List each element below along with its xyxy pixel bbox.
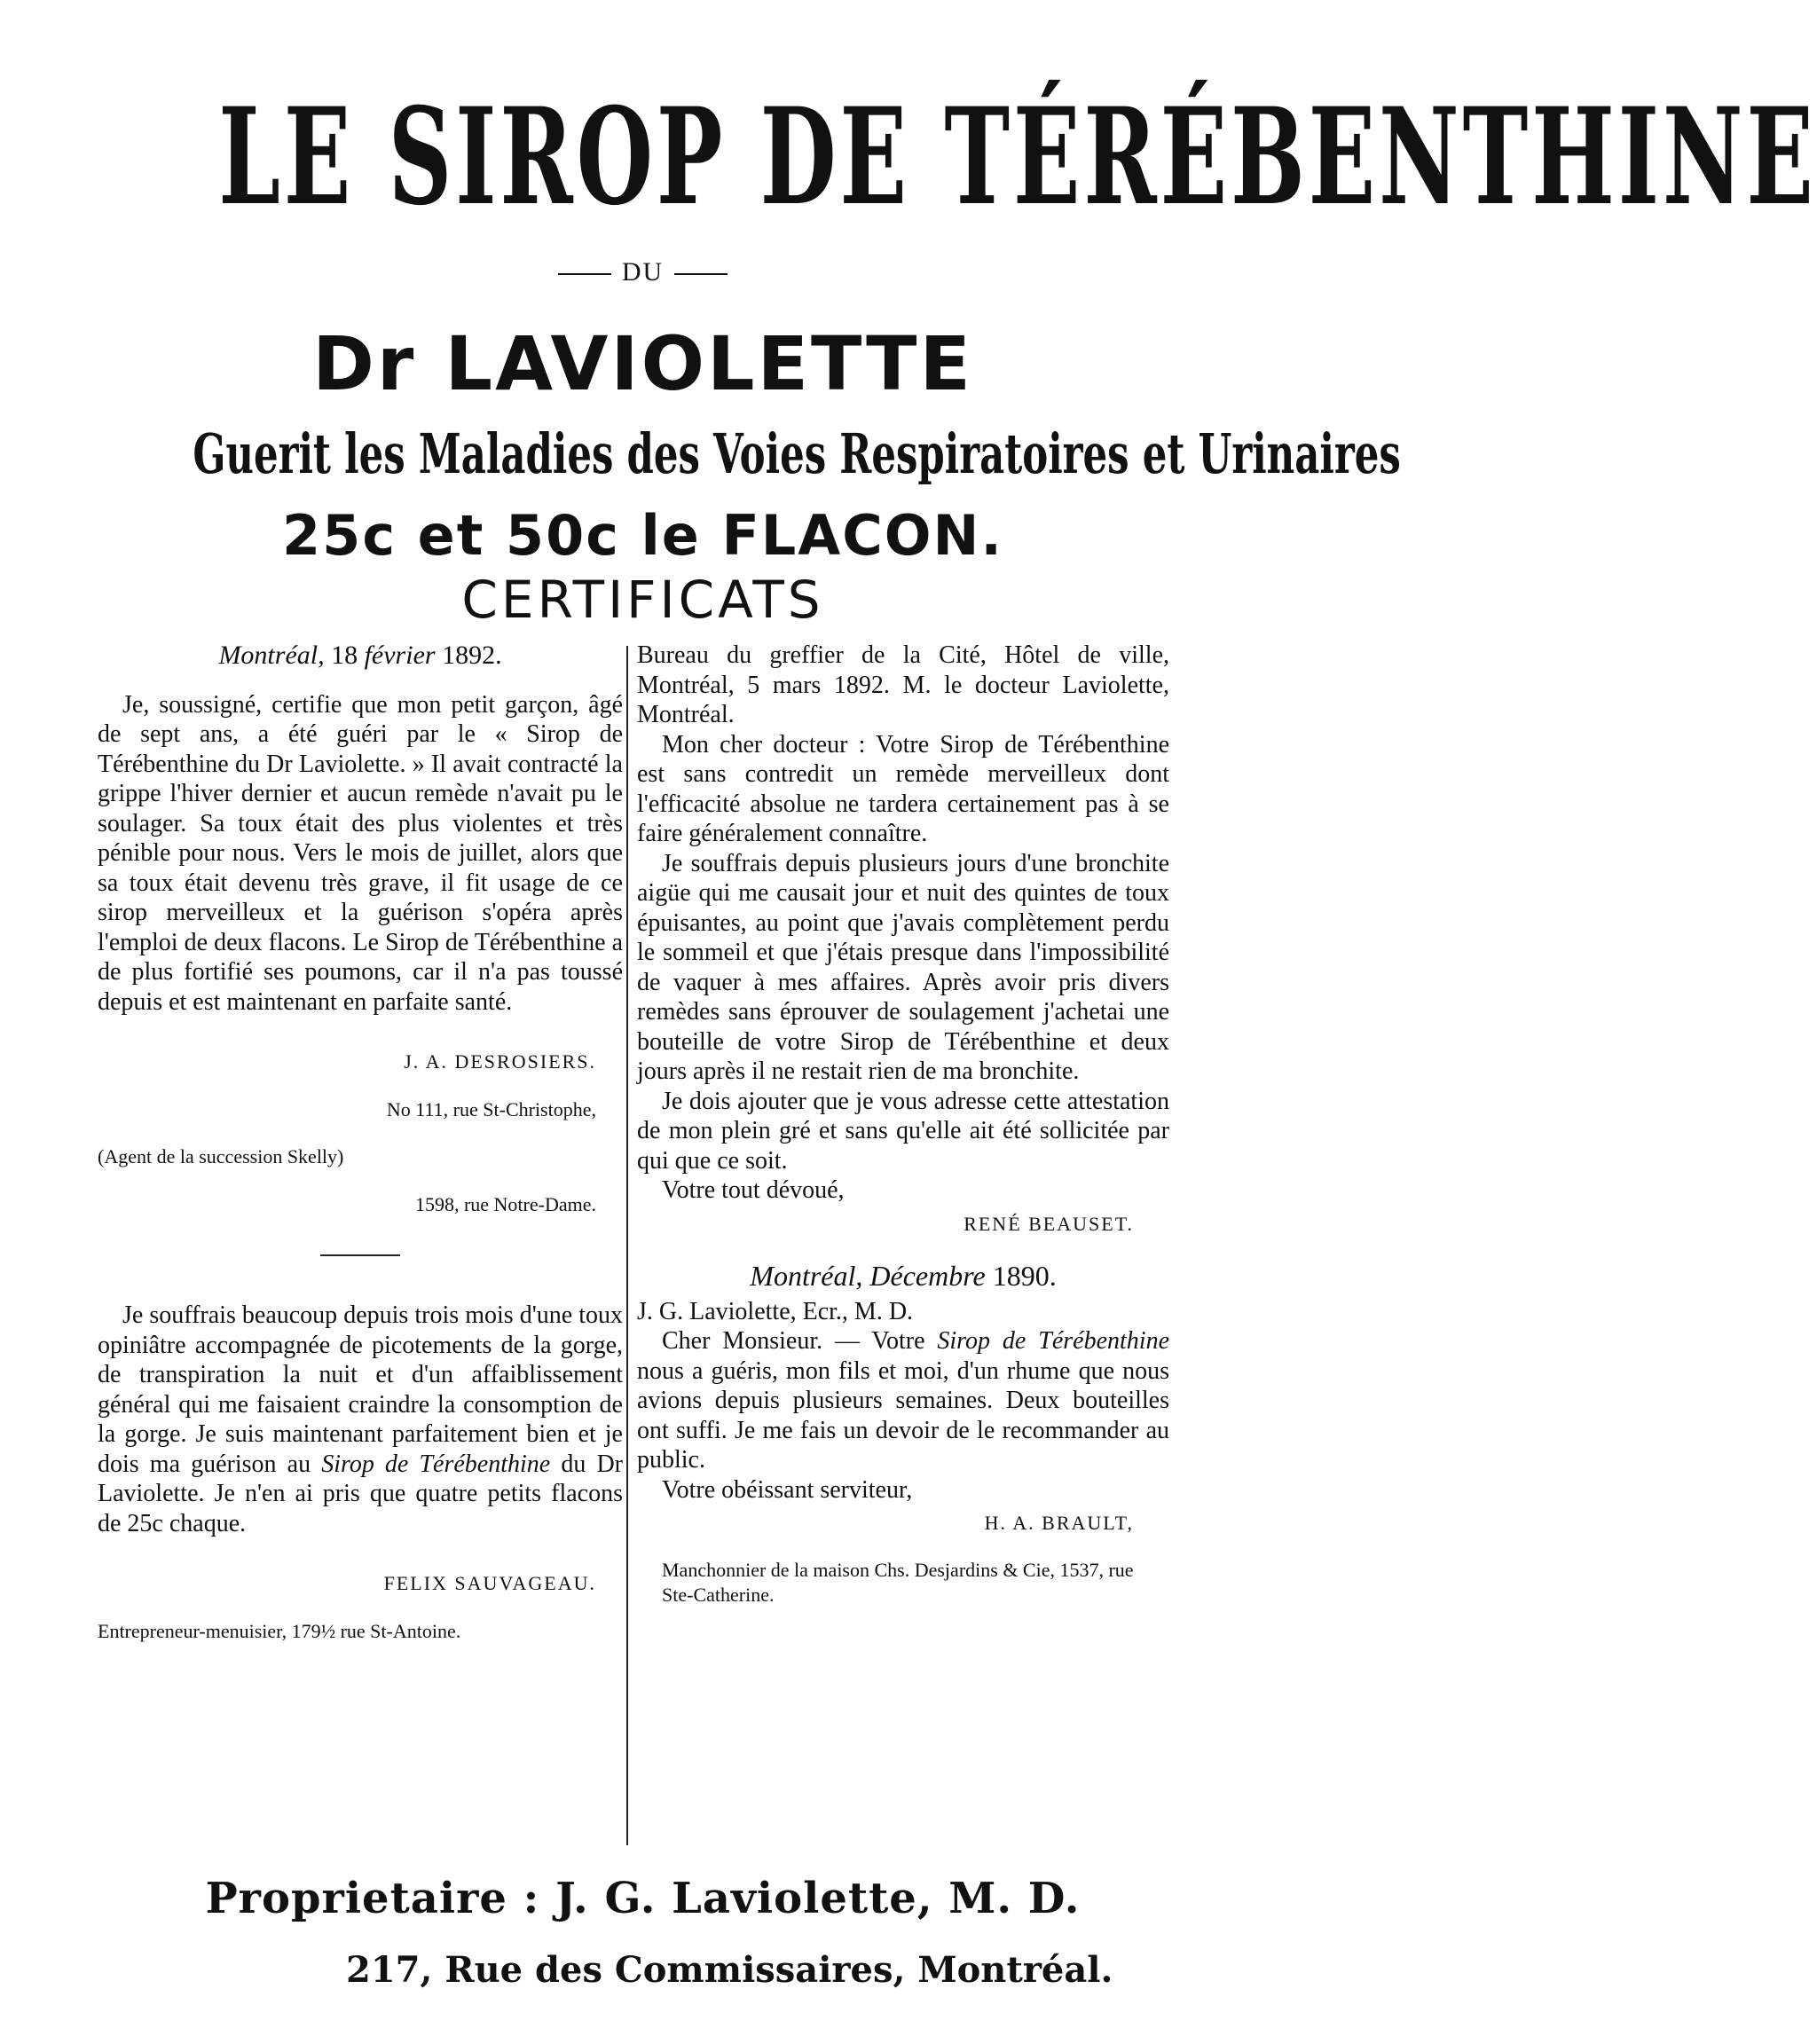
cert1-dateline xyxy=(98,641,623,671)
cert4-body-b: nous a guéris, mon fils et moi, d'un rhume que nous avions depuis plusieurs semaines. Deux bouteilles ont suffi. Je me fais un devoir de le recommander au public. xyxy=(637,1356,1169,1474)
column-divider xyxy=(626,646,628,1845)
certificats-heading: CERTIFICATS xyxy=(461,570,824,630)
cert4-body xyxy=(637,1326,1169,1475)
left-dash xyxy=(558,273,611,275)
cert4-note: Manchonnier de la maison Chs. Desjardins & Cie, 1537, rue Ste-Catherine. xyxy=(662,1558,1134,1606)
du-line xyxy=(0,257,1286,287)
cert4-closing: Votre obéissant serviteur, xyxy=(662,1475,913,1504)
cert4-signature: H. A. BRAULT, xyxy=(984,1512,1134,1534)
cert1-date-day: 18 xyxy=(331,641,358,670)
cert4-addressee: J. G. Laviolette, Ecr., M. D. xyxy=(637,1297,914,1325)
page-title: LE SIROP DE TÉRÉBENTHINE xyxy=(218,79,1817,235)
tagline: Guerit les Maladies des Voies Respiratoires et Urinaires xyxy=(193,421,1401,486)
right-dash xyxy=(674,273,728,275)
cert1-date-city: Montréal, xyxy=(218,641,325,670)
cert3-intro: Bureau du greffier de la Cité, Hôtel de ville, Montréal, 5 mars 1892. M. le docteur Laviolette, Montréal. xyxy=(637,641,1169,728)
cert3-paragraph-3: Je dois ajouter que je vous adresse cette attestation de mon plein gré et sans qu'elle ait été sollicitée par qui que ce soit. xyxy=(637,1087,1169,1175)
cert4-date-month: Décembre xyxy=(869,1260,986,1292)
cert1-address1: No 111, rue St-Christophe, xyxy=(386,1097,596,1120)
cert2-body-a: Je souffrais beaucoup depuis trois mois d'une toux opiniâtre accompagnée de picotements de la gorge, de transpiration la nuit et d'un affaiblissement général qui me faisaient craindre la consomption de la gorge. Je suis maintenant parfaitement bien et je dois ma guérison au xyxy=(98,1301,623,1478)
cert3-paragraph-1: Mon cher docteur : Votre Sirop de Térébenthine est sans contredit un remède merveilleux dont l'efficacité absolue ne tardera certainement pas à se faire généralement connaître. xyxy=(637,730,1169,847)
doctor-name: Dr LAVIOLETTE xyxy=(312,320,973,407)
cert2-body-b: du Dr Laviolette. Je n'en ai pris que quatre petits flacons de 25c chaque. xyxy=(98,1450,623,1537)
cert2-signature: FELIX SAUVAGEAU. xyxy=(383,1572,596,1594)
cert2-body-italic: Sirop de Térébenthine xyxy=(321,1450,551,1478)
price-line: 25c et 50c le FLACON. xyxy=(282,503,1003,568)
cert1-address2: 1598, rue Notre-Dame. xyxy=(414,1192,596,1215)
cert1-date-year: 1892. xyxy=(442,641,502,670)
cert2-occupation: Entrepreneur-menuisier, 179½ rue St-Antoine. xyxy=(98,1619,461,1642)
cert4-body-italic: Sirop de Térébenthine xyxy=(937,1327,1169,1355)
cert3-closing: Votre tout dévoué, xyxy=(662,1176,845,1204)
left-column xyxy=(98,641,623,1646)
cert1-signature: J. A. DESROSIERS. xyxy=(404,1050,596,1073)
du-word: DU xyxy=(621,257,665,287)
cert4-body-a: Cher Monsieur. — Votre xyxy=(662,1327,938,1355)
cert2-body xyxy=(98,1301,623,1538)
cert4-date-year: 1890. xyxy=(992,1260,1057,1292)
cert1-date-month: février xyxy=(364,641,436,670)
cert3-signature: RENÉ BEAUSET. xyxy=(964,1212,1134,1235)
cert4-dateline xyxy=(637,1262,1169,1292)
right-column xyxy=(637,641,1169,1608)
cert1-body: Je, soussigné, certifie que mon petit garçon, âgé de sept ans, a été guéri par le « Sirop de Térébenthine du Dr Laviolette. » Il avait contracté la grippe l'hiver dernier et aucun remède n'avait pu le soulager. Sa toux était des plus violentes et très pénible pour nous. Vers le mois de juillet, alors que sa toux était devenu très grave, il fit usage de ce sirop merveilleux et la guérison s'opéra après l'emploi de deux flacons. Le Sirop de Térébenthine a de plus fortifié ses poumons, car il n'a pas toussé depuis et est maintenant en parfaite santé. xyxy=(98,690,623,1016)
cert3-paragraph-2: Je souffrais depuis plusieurs jours d'une bronchite aigüe qui me causait jour et nuit des quintes de toux épuisantes, au point que j'avais complètement perdu le sommeil et que j'étais presque dans l'impossibilité de vaquer à mes affaires. Après avoir pris divers remèdes sans éprouver de soulagement j'achetai une bouteille de votre Sirop de Térébenthine et deux jours après il ne restait rien de ma bronchite. xyxy=(637,849,1169,1085)
cert4-date-city: Montréal, xyxy=(750,1260,863,1292)
proprietor-line: Proprietaire : J. G. Laviolette, M. D. xyxy=(205,1874,1081,1923)
section-rule xyxy=(320,1254,400,1256)
title-block xyxy=(0,79,1817,235)
proprietor-address: 217, Rue des Commissaires, Montréal. xyxy=(346,1949,1113,1991)
cert1-agent: (Agent de la succession Skelly) xyxy=(98,1145,344,1167)
